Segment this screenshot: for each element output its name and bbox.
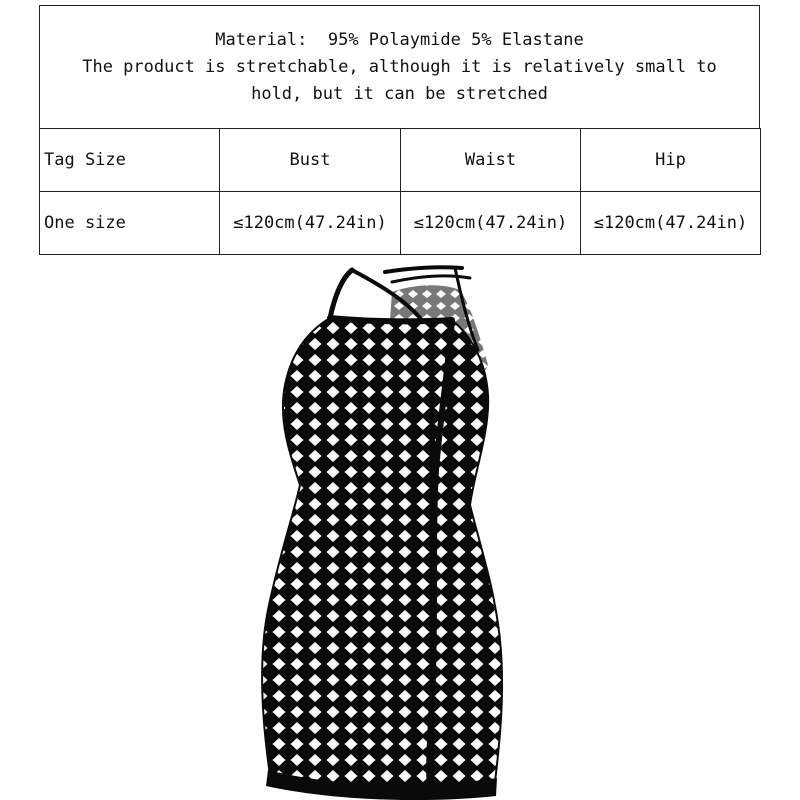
material-line: Material: 95% Polaymide 5% Elastane — [215, 29, 584, 50]
header-hip: Hip — [581, 129, 761, 192]
cell-bust: ≤120cm(47.24in) — [220, 192, 401, 255]
product-description — [39, 5, 760, 128]
stretch-note-line-1: The product is stretchable, although it is relatively small to — [82, 56, 717, 77]
header-tag-size: Tag Size — [40, 129, 220, 192]
fishnet-dress-image — [0, 258, 800, 800]
stretch-note-line-2: hold, but it can be stretched — [251, 83, 548, 104]
cell-tag-size: One size — [40, 192, 220, 255]
header-bust: Bust — [220, 129, 401, 192]
body-mesh — [250, 300, 520, 800]
cell-waist: ≤120cm(47.24in) — [401, 192, 581, 255]
size-chart-header-row — [40, 129, 761, 192]
header-waist: Waist — [401, 129, 581, 192]
table-row — [40, 192, 761, 255]
size-chart-table — [39, 128, 761, 255]
cell-hip: ≤120cm(47.24in) — [581, 192, 761, 255]
